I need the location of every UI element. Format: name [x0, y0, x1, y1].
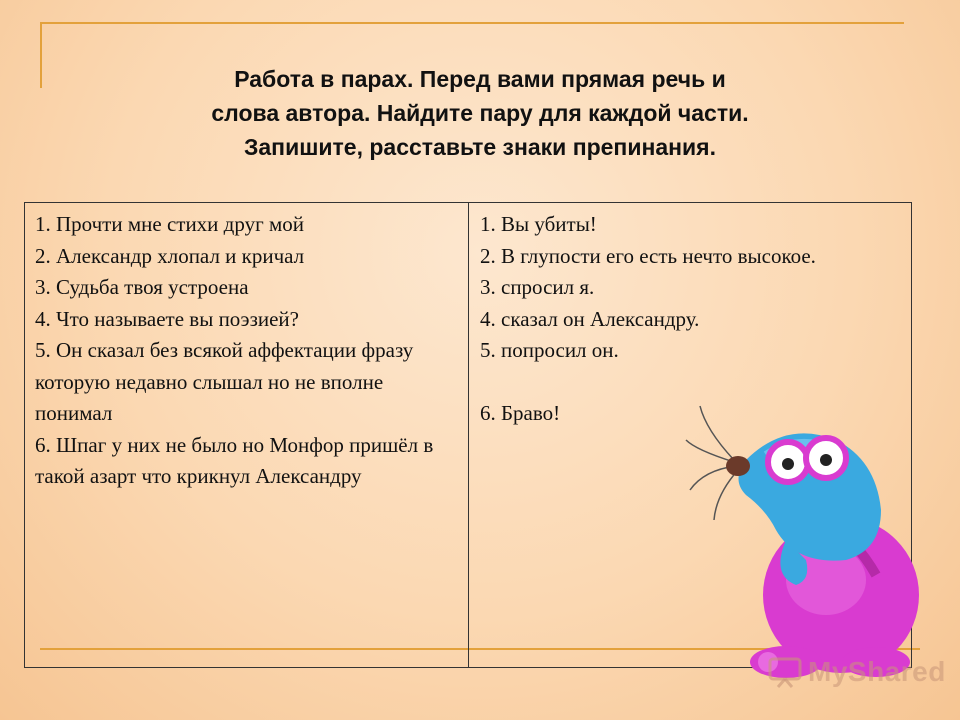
right-item-4: 4. сказал он Александру. [480, 306, 700, 331]
direct-speech-column [25, 203, 469, 667]
spacer [480, 367, 903, 399]
left-item-6: 6. Шпаг у них не было но Монфор пришёл в такой азарт что крикнул Александру [35, 432, 434, 488]
watermark [768, 655, 946, 689]
right-item-1: 1. Вы убиты! [480, 212, 597, 236]
watermark-text: MyShared [808, 656, 946, 687]
title-line-2: слова автора. Найдите пару для каждой части. [211, 100, 749, 126]
decorative-line-top [40, 22, 904, 24]
right-item-2: 2. В глупости его есть нечто высокое. [480, 243, 816, 268]
right-item-3: 3. спросил я. [480, 275, 595, 299]
left-item-1: 1. Прочти мне стихи друг мой [35, 212, 304, 236]
left-item-2: 2. Александр хлопал и кричал [35, 243, 305, 268]
mole-mascot-icon [676, 400, 926, 690]
slide-title [60, 62, 900, 164]
title-line-3: Запишите, расставьте знаки препинания. [243, 134, 716, 160]
decorative-line-left [40, 22, 42, 88]
right-item-5: 5. попросил он. [480, 338, 619, 362]
left-item-4: 4. Что называете вы поэзией? [35, 306, 299, 331]
left-item-3: 3. Судьба твоя устроена [35, 275, 249, 299]
title-line-1: Работа в парах. Перед вами прямая речь и [234, 66, 726, 92]
right-item-6: 6. Браво! [480, 401, 561, 425]
left-item-5: 5. Он сказал без всякой аффектации фразу которую недавно слышал но не вполне понимал [35, 338, 414, 425]
presentation-board-icon [768, 655, 802, 689]
